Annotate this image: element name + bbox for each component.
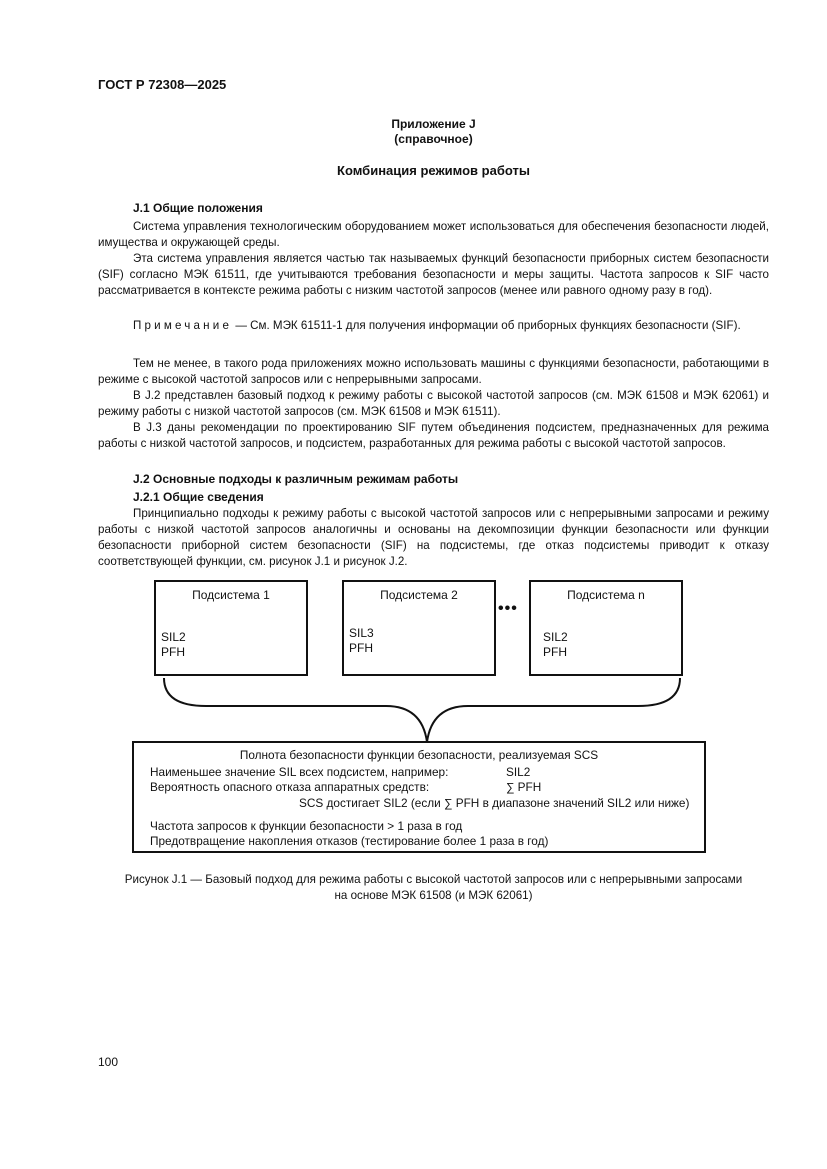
subsystem-params — [543, 630, 568, 660]
subsystem-title: Подсистема n — [567, 588, 645, 602]
pfh-label: PFH — [543, 645, 567, 659]
subsection-heading-j21: J.2.1 Общие сведения — [133, 490, 264, 504]
sil-label: SIL2 — [543, 630, 568, 644]
summary-row2-value: ∑ PFH — [506, 780, 542, 794]
section-heading-j1: J.1 Общие положения — [133, 201, 263, 215]
paragraph-j1-4: В J.2 представлен базовый подход к режиму работы с высокой частотой запросов (см. МЭК 61508 и МЭК 62061) и режиму работы с низкой частотой запросов (см. МЭК 61508 и МЭК 61511). — [98, 389, 769, 418]
subsystem-box-2 — [342, 580, 496, 676]
page-number: 100 — [98, 1055, 119, 1069]
annex-label: Приложение J — [391, 117, 476, 131]
note — [98, 318, 769, 334]
standard-designation: ГОСТ Р 72308—2025 — [98, 77, 227, 92]
pfh-label: PFH — [349, 641, 373, 655]
subsystem-box-n — [529, 580, 683, 676]
annex-status: (справочное) — [394, 132, 473, 146]
figure-caption — [98, 872, 769, 904]
subsystem-title: Подсистема 2 — [380, 588, 458, 602]
paragraph-j2-1: Принципиально подходы к режиму работы с высокой частотой запросов или с непрерывными запросами и режиму работы с низкой частотой запросов аналогичны и основаны на декомпозиции функции безопасности или функции безопасности приборной систем безопасности (SIF) на подсистемы, где отказ подсистемы приводит к отказу соответствующей функции, см. рисунок J.1 и рисунок J.2. — [98, 507, 769, 568]
summary-row1-value: SIL2 — [506, 765, 531, 779]
summary-prevention: Предотвращение накопления отказов (тестирование более 1 раза в год) — [150, 834, 549, 848]
annex-title: Комбинация режимов работы — [337, 163, 530, 178]
subsystem-params — [349, 626, 374, 656]
subsystem-params — [161, 630, 186, 660]
note-label: Примечание — [133, 319, 233, 332]
pfh-label: PFH — [161, 645, 185, 659]
paragraph-j1-2: Эта система управления является частью так называемых функций безопасности приборных систем безопасности (SIF) согласно МЭК 61511, где учитываются требования безопасности и меры защиты. Частота запросов к SIF часто рассматривается в контексте режима работы с низким частотой запросов (менее или равного одному разу в год). — [98, 252, 769, 297]
figure-caption-line1: Рисунок J.1 — Базовый подход для режима работы с высокой частотой запросов или с непрерывными запросами — [124, 873, 743, 886]
ellipsis-icon: ••• — [498, 600, 518, 617]
section-heading-j2: J.2 Основные подходы к различным режимам работы — [133, 472, 459, 486]
note-text: — См. МЭК 61511-1 для получения информации об приборных функциях безопасности (SIF). — [232, 319, 741, 332]
summary-row1-label: Наименьшее значение SIL всех подсистем, например: — [150, 765, 449, 779]
paragraph-j1-3: Тем не менее, в такого рода приложениях можно использовать машины с функциями безопасности, работающими в режиме с высокой частотой запросов или с непрерывными запросами. — [98, 357, 769, 386]
subsystem-box-1 — [154, 580, 308, 676]
sil-label: SIL2 — [161, 630, 186, 644]
summary-box — [132, 741, 706, 853]
summary-achieves: SCS достигает SIL2 (если ∑ PFH в диапазоне значений SIL2 или ниже) — [299, 796, 690, 810]
summary-row2-label: Вероятность опасного отказа аппаратных средств: — [150, 780, 430, 794]
curly-brace-icon — [150, 672, 700, 748]
figure-caption-line2: на основе МЭК 61508 (и МЭК 62061) — [334, 889, 533, 902]
paragraph-j1-5: В J.3 даны рекомендации по проектированию SIF путем объединения подсистем, предназначенных для режима работы с низкой частотой запросов, и подсистем, разработанных для режима работы с высокой частотой запросов. — [98, 421, 769, 450]
subsystem-title: Подсистема 1 — [192, 588, 270, 602]
sil-label: SIL3 — [349, 626, 374, 640]
summary-demand: Частота запросов к функции безопасности > 1 раза в год — [150, 819, 463, 833]
summary-title: Полнота безопасности функции безопасности, реализуемая SCS — [239, 748, 599, 762]
paragraph-j1-1: Система управления технологическим оборудованием может использоваться для обеспечения безопасности людей, имущества и окружающей среды. — [98, 220, 769, 249]
